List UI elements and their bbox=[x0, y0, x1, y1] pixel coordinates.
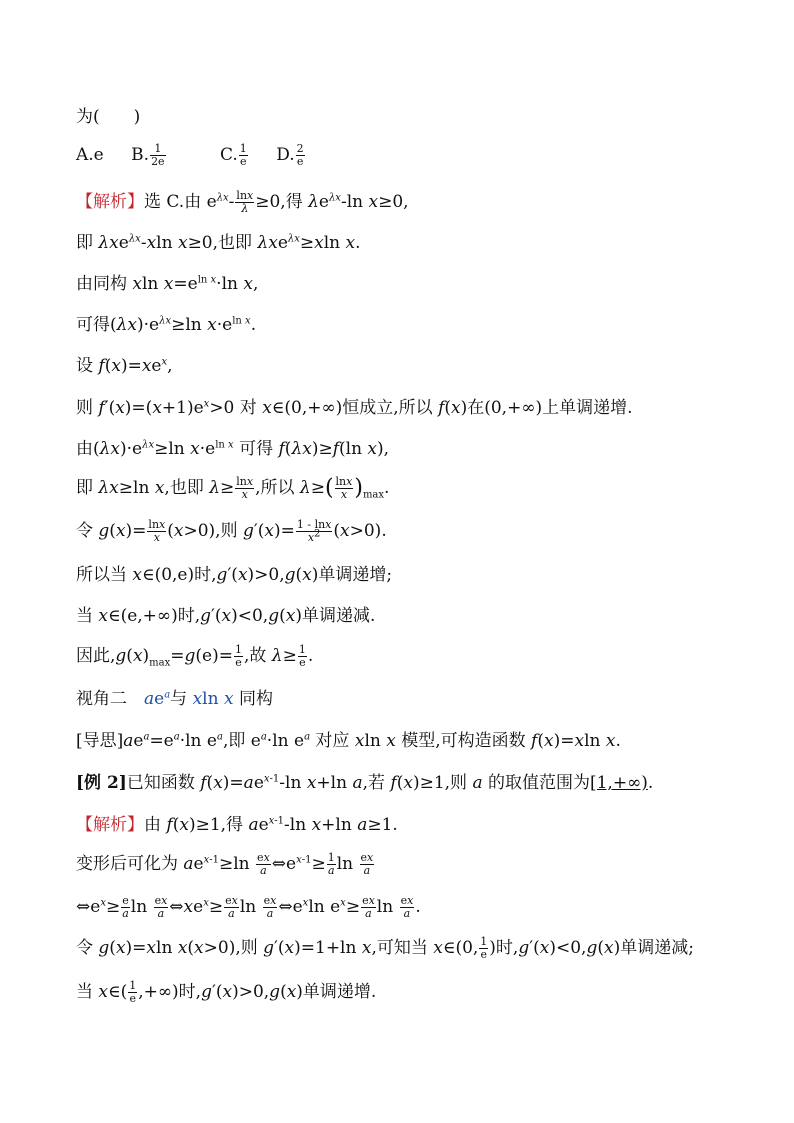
analysis-line-11: 当 x∈(e,+∞)时,g′(x)<0,g(x)单调递减. bbox=[76, 606, 376, 626]
analysis-2-line-2: 变形后可化为 $ae^{x-1}\ge\ln$ $\frac{ex}{a}$ $\Leftrightarrow e^{x-1}\ge$ $\frac{1}{a}$ ln $\frac{ex}{a}$ bbox=[76, 851, 374, 877]
analysis-line-12: 因此$,g(x)_{max}=g(e)=$ $\frac{1}{e}$ ,故 λ≥ $\frac{1}{e}$ . bbox=[76, 643, 314, 669]
analysis-2-line-3: $\Leftrightarrow e^x\ge$ $\frac{e}{a}$ ln $\frac{ex}{a}$ $\Leftrightarrow xe^x\ge$ $\frac{ex}{a}$ ln $\frac{ex}{a}$ $\Leftrightarrow e^x\ln$ $e^x\ge$ $\frac{ex}{a}$ ln $\frac{ex}{a}$ . bbox=[76, 894, 421, 920]
question-tail: 为( ) bbox=[76, 107, 141, 127]
guide-thought: [导思]$ae^a=e^a\cdot\ln$ $e^a$,即 $e^a\cdot\ln$ $e^a$ 对应 xln x 模型,可构造函数 f(x)=xln x. bbox=[76, 731, 621, 751]
analysis-line-8: 即 λx≥ln x,也即 λ≥ $\frac{\ln x}{x}$ ,所以 λ≥( $\frac{\ln x}{x}$ )$_{max}$. bbox=[76, 475, 390, 501]
analysis-line-1: 【解析】选 C.由 $e^{\lambda x}-$ $\frac{\ln x}{\lambda}$ ≥0,得 $\lambda e^{\lambda x}-\ln$ x≥0, bbox=[76, 189, 409, 215]
example-2: [例 2]已知函数 $f(x)=ae^{x-1}-\ln$ x+ln a,若 f(x)≥1,则 a 的取值范围为[1,+∞). bbox=[76, 773, 654, 793]
answer-options: A.e B. $\frac{1}{2e}$ C. $\frac{1}{e}$ D. $\frac{2}{e}$ bbox=[76, 142, 304, 168]
analysis-line-7: 由$(\lambda x)\cdot e^{\lambda x}\ge\ln$ $x\cdot e^{ln x}$ 可得 f(λx)≥f(ln x), bbox=[76, 439, 390, 459]
analysis-line-5: 设 $f(x)=xe^x$, bbox=[76, 356, 173, 376]
analysis-2-line-4: 令 g(x)=xln x(x>0),则 g′(x)=1+ln x,可知当 x∈(0, $\frac{1}{e}$ )时,g′(x)<0,g(x)单调递减; bbox=[76, 935, 694, 961]
analysis-line-4: 可得$(\lambda x)\cdot e^{\lambda x}\ge\ln$ $x\cdot e^{ln x}$. bbox=[76, 315, 257, 335]
analysis-line-9: 令 g(x)= $\frac{\ln x}{x}$ (x>0),则 g′(x)= $\frac{1 - \ln x}{x^2}$ (x>0). bbox=[76, 518, 387, 544]
section-heading-view-2: 视角二 $ae^a$与 xln x 同构 bbox=[76, 689, 273, 709]
analysis-line-6: 则 $f'(x)=(x+1)e^x>0$ 对 x∈(0,+∞)恒成立,所以 f(x)在(0,+∞)上单调递增. bbox=[76, 398, 633, 418]
analysis-2-line-5: 当 x∈( $\frac{1}{e}$ ,+∞)时,g′(x)>0,g(x)单调递增. bbox=[76, 979, 377, 1005]
analysis-line-2: 即 λxe$^{\lambda x}$-xln x≥0,也即 λxe$^{\lambda x}$≥xln x. bbox=[76, 233, 361, 253]
analysis-line-10: 所以当 x∈(0,e)时,g′(x)>0,g(x)单调递增; bbox=[76, 565, 393, 585]
analysis-2-line-1: 【解析】由 f(x)≥1,得 $ae^{x-1}-\ln$ x+ln a≥1. bbox=[76, 815, 398, 835]
analysis-line-3: 由同构 xln $x=e^{ln x}\cdot\ln$ x, bbox=[76, 274, 259, 294]
